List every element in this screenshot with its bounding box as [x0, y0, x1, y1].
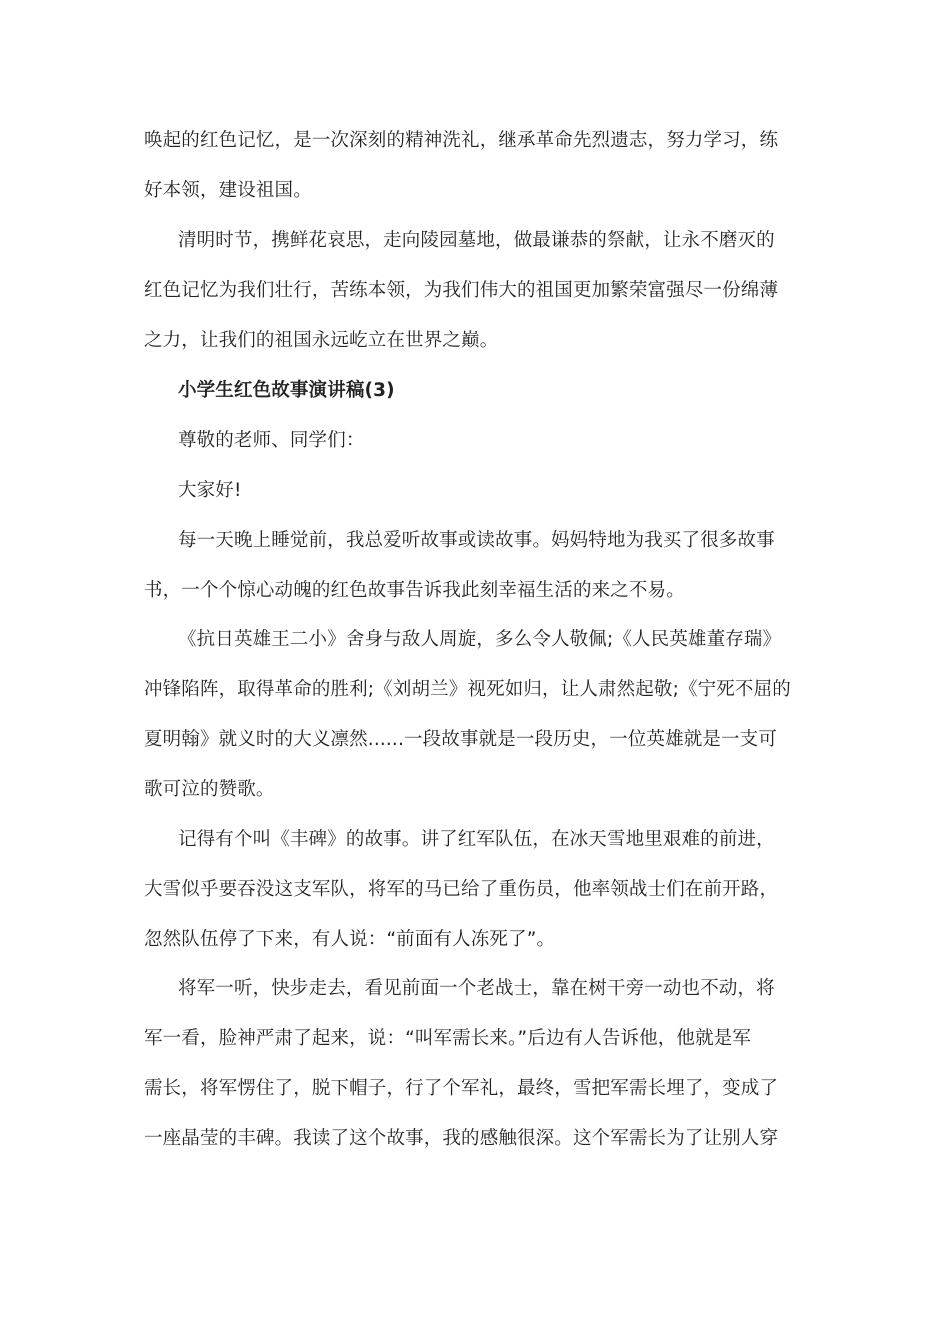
text-line: 之力，让我们的祖国永远屹立在世界之巅。 — [144, 330, 499, 351]
paragraph-start: 将军一听，快步走去，看见前面一个老战士，靠在树干旁一动也不动，将 — [178, 978, 775, 999]
text-line: 一座晶莹的丰碑。我读了这个故事，我的感触很深。这个军需长为了让别人穿 — [144, 1128, 779, 1149]
paragraph-start: 清明时节，携鲜花哀思，走向陵园墓地，做最谦恭的祭献，让永不磨灭的 — [178, 230, 775, 251]
text-line: 书，一个个惊心动魄的红色故事告诉我此刻幸福生活的来之不易。 — [144, 580, 685, 601]
text-line: 歌可泣的赞歌。 — [144, 779, 275, 800]
text-line: 需长，将军愣住了，脱下帽子，行了个军礼，最终，雪把军需长埋了，变成了 — [144, 1078, 779, 1099]
greeting: 大家好! — [178, 480, 242, 501]
text-line: 军一看，脸神严肃了起来，说：“叫军需长来。”后边有人告诉他，他就是军 — [144, 1028, 752, 1049]
text-line: 忽然队伍停了下来，有人说：“前面有人冻死了”。 — [144, 929, 556, 950]
text-line: 大雪似乎要吞没这支军队，将军的马已给了重伤员，他率领战士们在前开路， — [144, 879, 779, 900]
paragraph-start: 每一天晚上睡觉前，我总爱听故事或读故事。妈妈特地为我买了很多故事 — [178, 530, 775, 551]
text-line: 唤起的红色记忆，是一次深刻的精神洗礼，继承革命先烈遗志，努力学习，练 — [144, 130, 779, 151]
paragraph-start: 《抗日英雄王二小》舍身与敌人周旋，多么令人敬佩;《人民英雄董存瑞》 — [178, 629, 782, 650]
section-heading: 小学生红色故事演讲稿(3) — [178, 380, 395, 401]
text-line: 红色记忆为我们壮行，苦练本领，为我们伟大的祖国更加繁荣富强尽一份绵薄 — [144, 280, 779, 301]
text-line: 冲锋陷阵，取得革命的胜利;《刘胡兰》视死如归，让人肃然起敬;《宁死不屈的 — [144, 679, 791, 700]
text-line: 夏明翰》就义时的大义凛然......一段故事就是一段历史，一位英雄就是一支可 — [144, 729, 777, 750]
text-line: 好本领，建设祖国。 — [144, 180, 312, 201]
salutation: 尊敬的老师、同学们： — [178, 430, 365, 451]
paragraph-start: 记得有个叫《丰碑》的故事。讲了红军队伍，在冰天雪地里艰难的前进， — [178, 829, 775, 850]
